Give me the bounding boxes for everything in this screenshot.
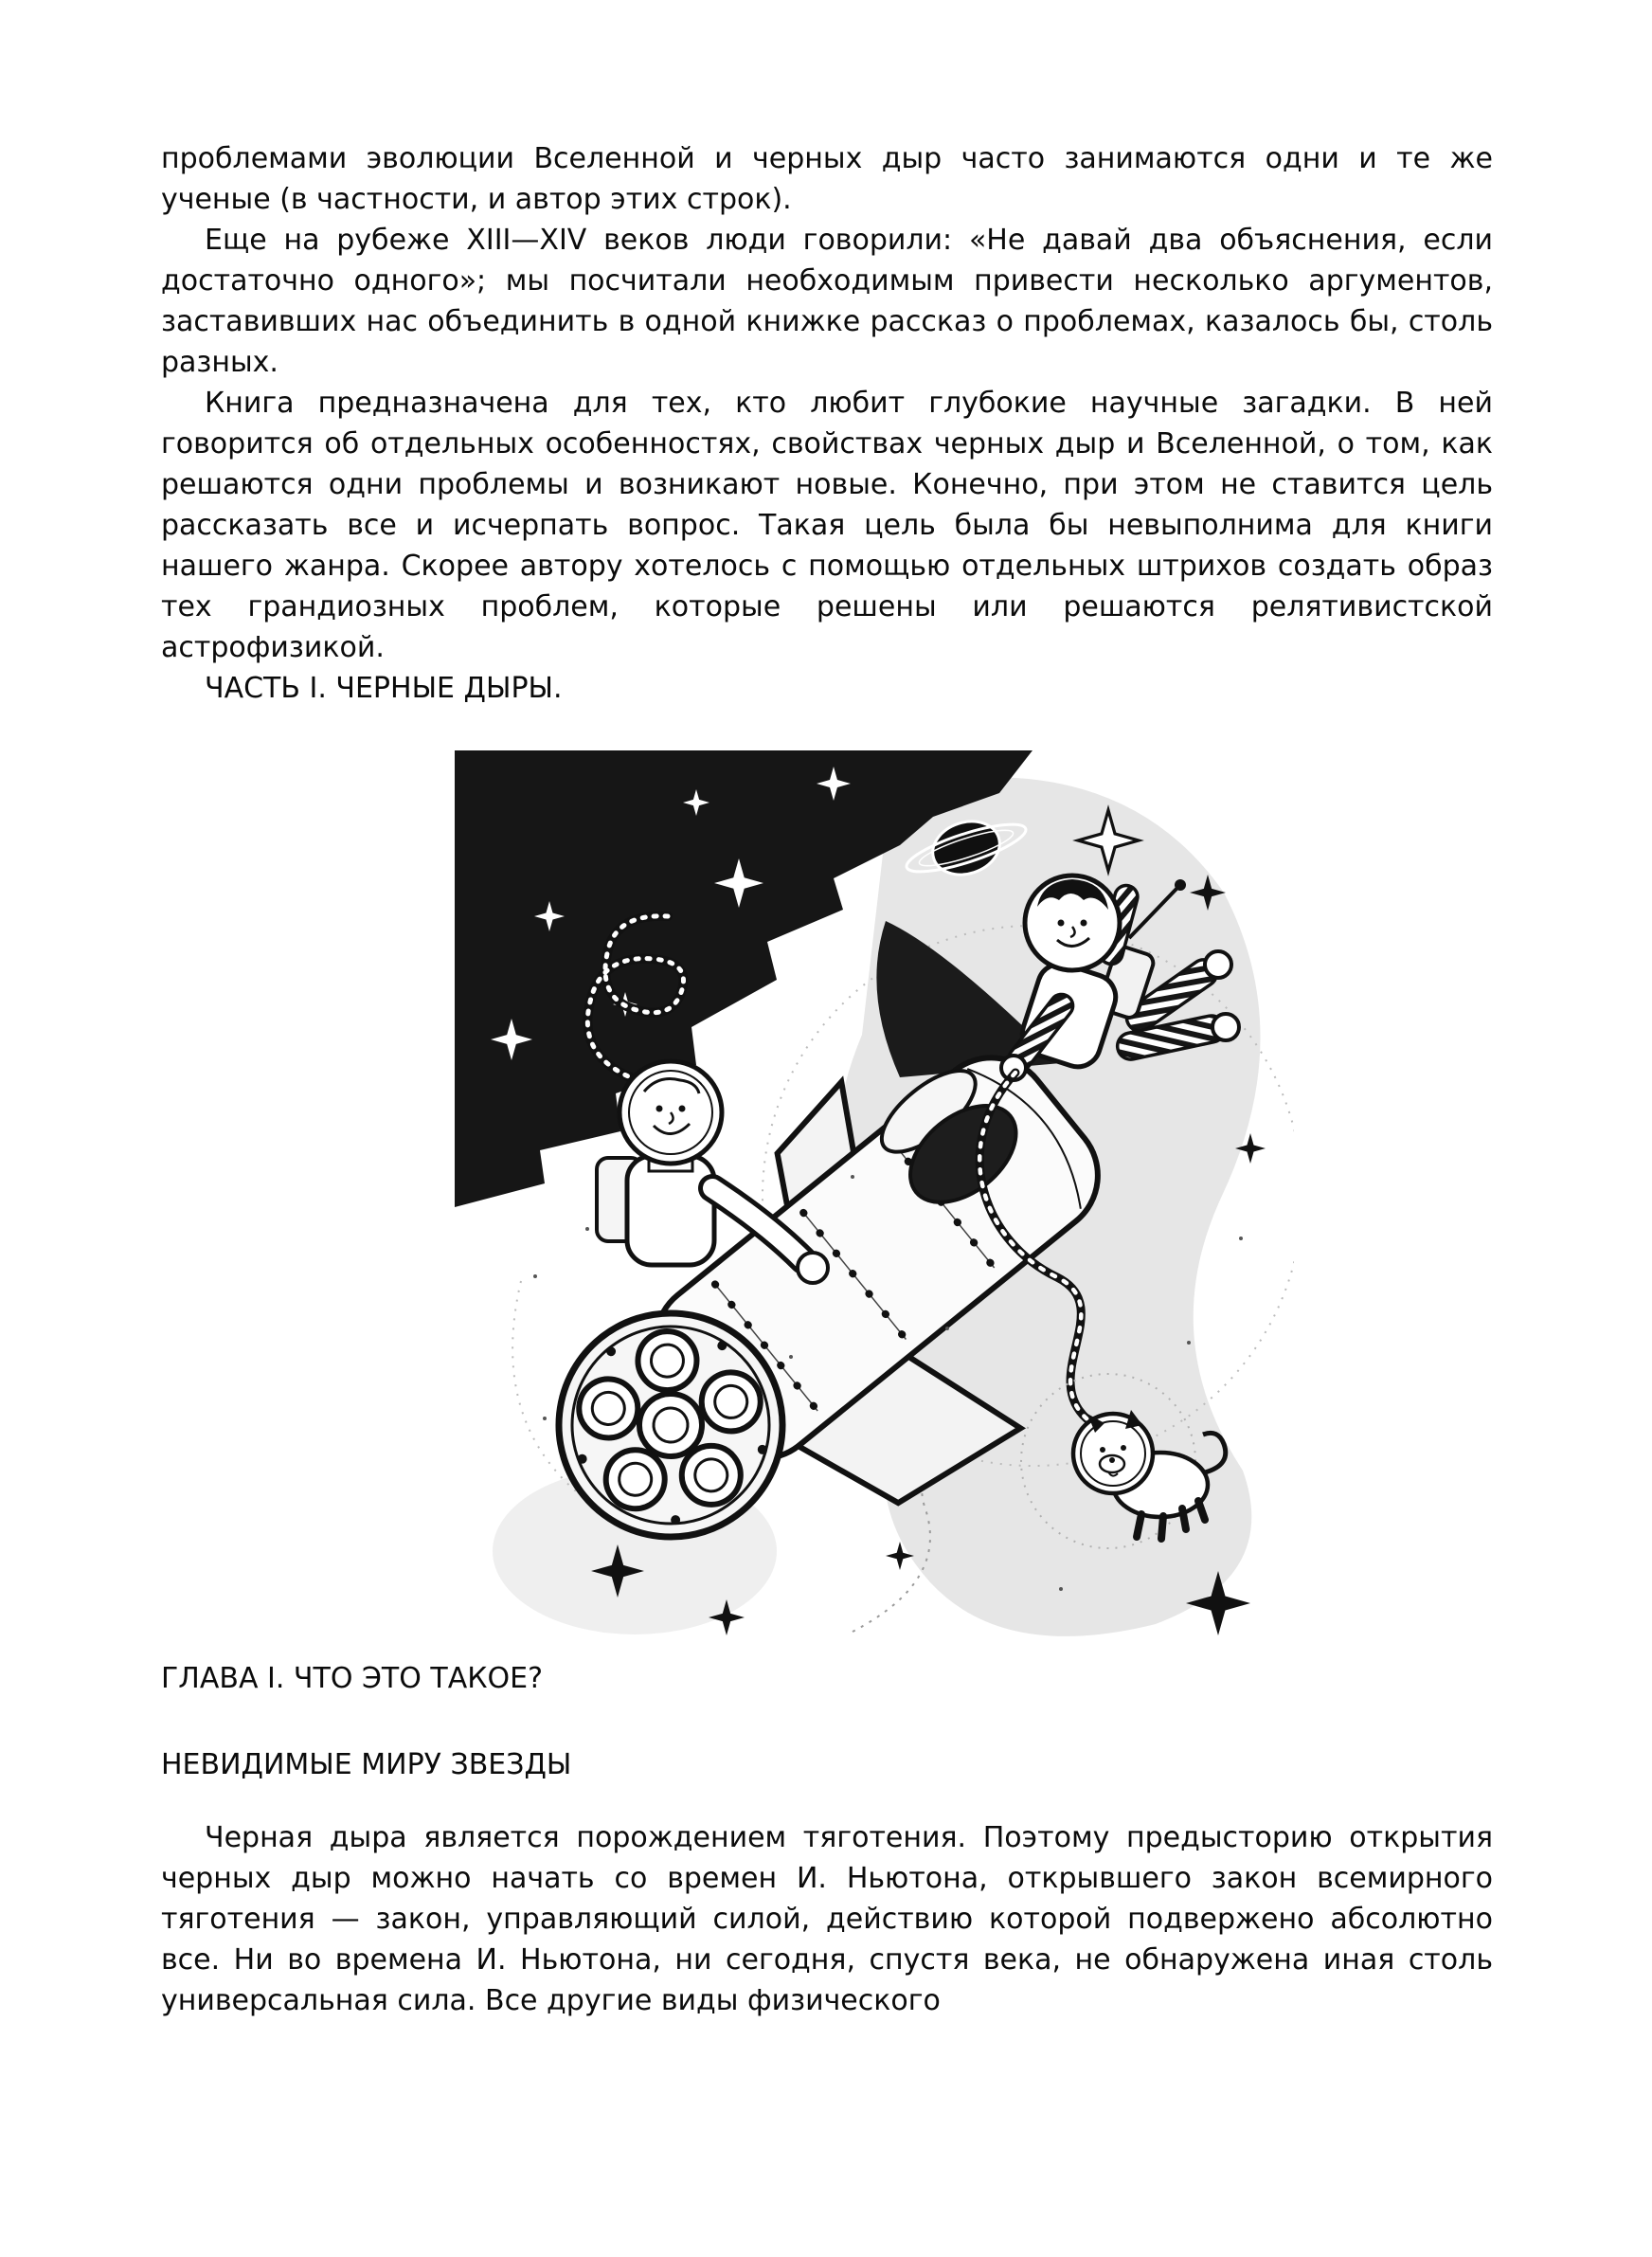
section-heading: НЕВИДИМЫЕ МИРУ ЗВЕЗДЫ: [161, 1748, 572, 1781]
spaceship-cartoon: [455, 750, 1294, 1658]
chapter-caption: ГЛАВА I. ЧТО ЭТО ТАКОЕ?: [161, 1662, 544, 1695]
boot: [1212, 1014, 1239, 1040]
part-heading: ЧАСТЬ I. ЧЕРНЫЕ ДЫРЫ.: [205, 672, 563, 705]
body-paragraph-continuation: проблемами эволюции Вселенной и черных дыр часто занимаются одни и те же ученые (в частности, и автор этих строк).: [161, 142, 1493, 216]
body-paragraph: Черная дыра является порождением тяготения. Поэтому предысторию открытия черных дыр можно начать со времен И. Ньютона, открывшего закон всемирного тяготения — закон, управляющий силой, действию которой подвержено абсолютно все. Ни во времена И. Ньютона, ни сегодня, спустя века, не обнаружена иная столь универсальная сила. Все другие виды физического: [161, 1821, 1493, 2017]
dog-helmet: [1073, 1414, 1153, 1493]
body-paragraph: Еще на рубеже XIII—XIV веков люди говорили: «Не давай два объяснения, если достаточно одного»; мы посчитали необходимым привести несколько аргументов, заставивших нас объединить в одной книжке рассказ о проблемах, казалось бы, столь разных.: [161, 224, 1493, 379]
body-paragraph: Книга предназначена для тех, кто любит глубокие научные загадки. В ней говорится об отдельных особенностях, свойствах черных дыр и Вселенной, о том, как решаются одни проблемы и возникают новые. Конечно, при этом не ставится цель рассказать все и исчерпать вопрос. Такая цель была бы невыполнима для книги нашего жанра. Скорее автору хотелось с помощью отдельных штрихов создать образ тех грандиозных проблем, которые решены или решаются релятивистской астрофизикой.: [161, 387, 1493, 664]
boot: [1205, 951, 1231, 978]
glove: [798, 1253, 828, 1283]
chapter-illustration: [455, 750, 1294, 1658]
